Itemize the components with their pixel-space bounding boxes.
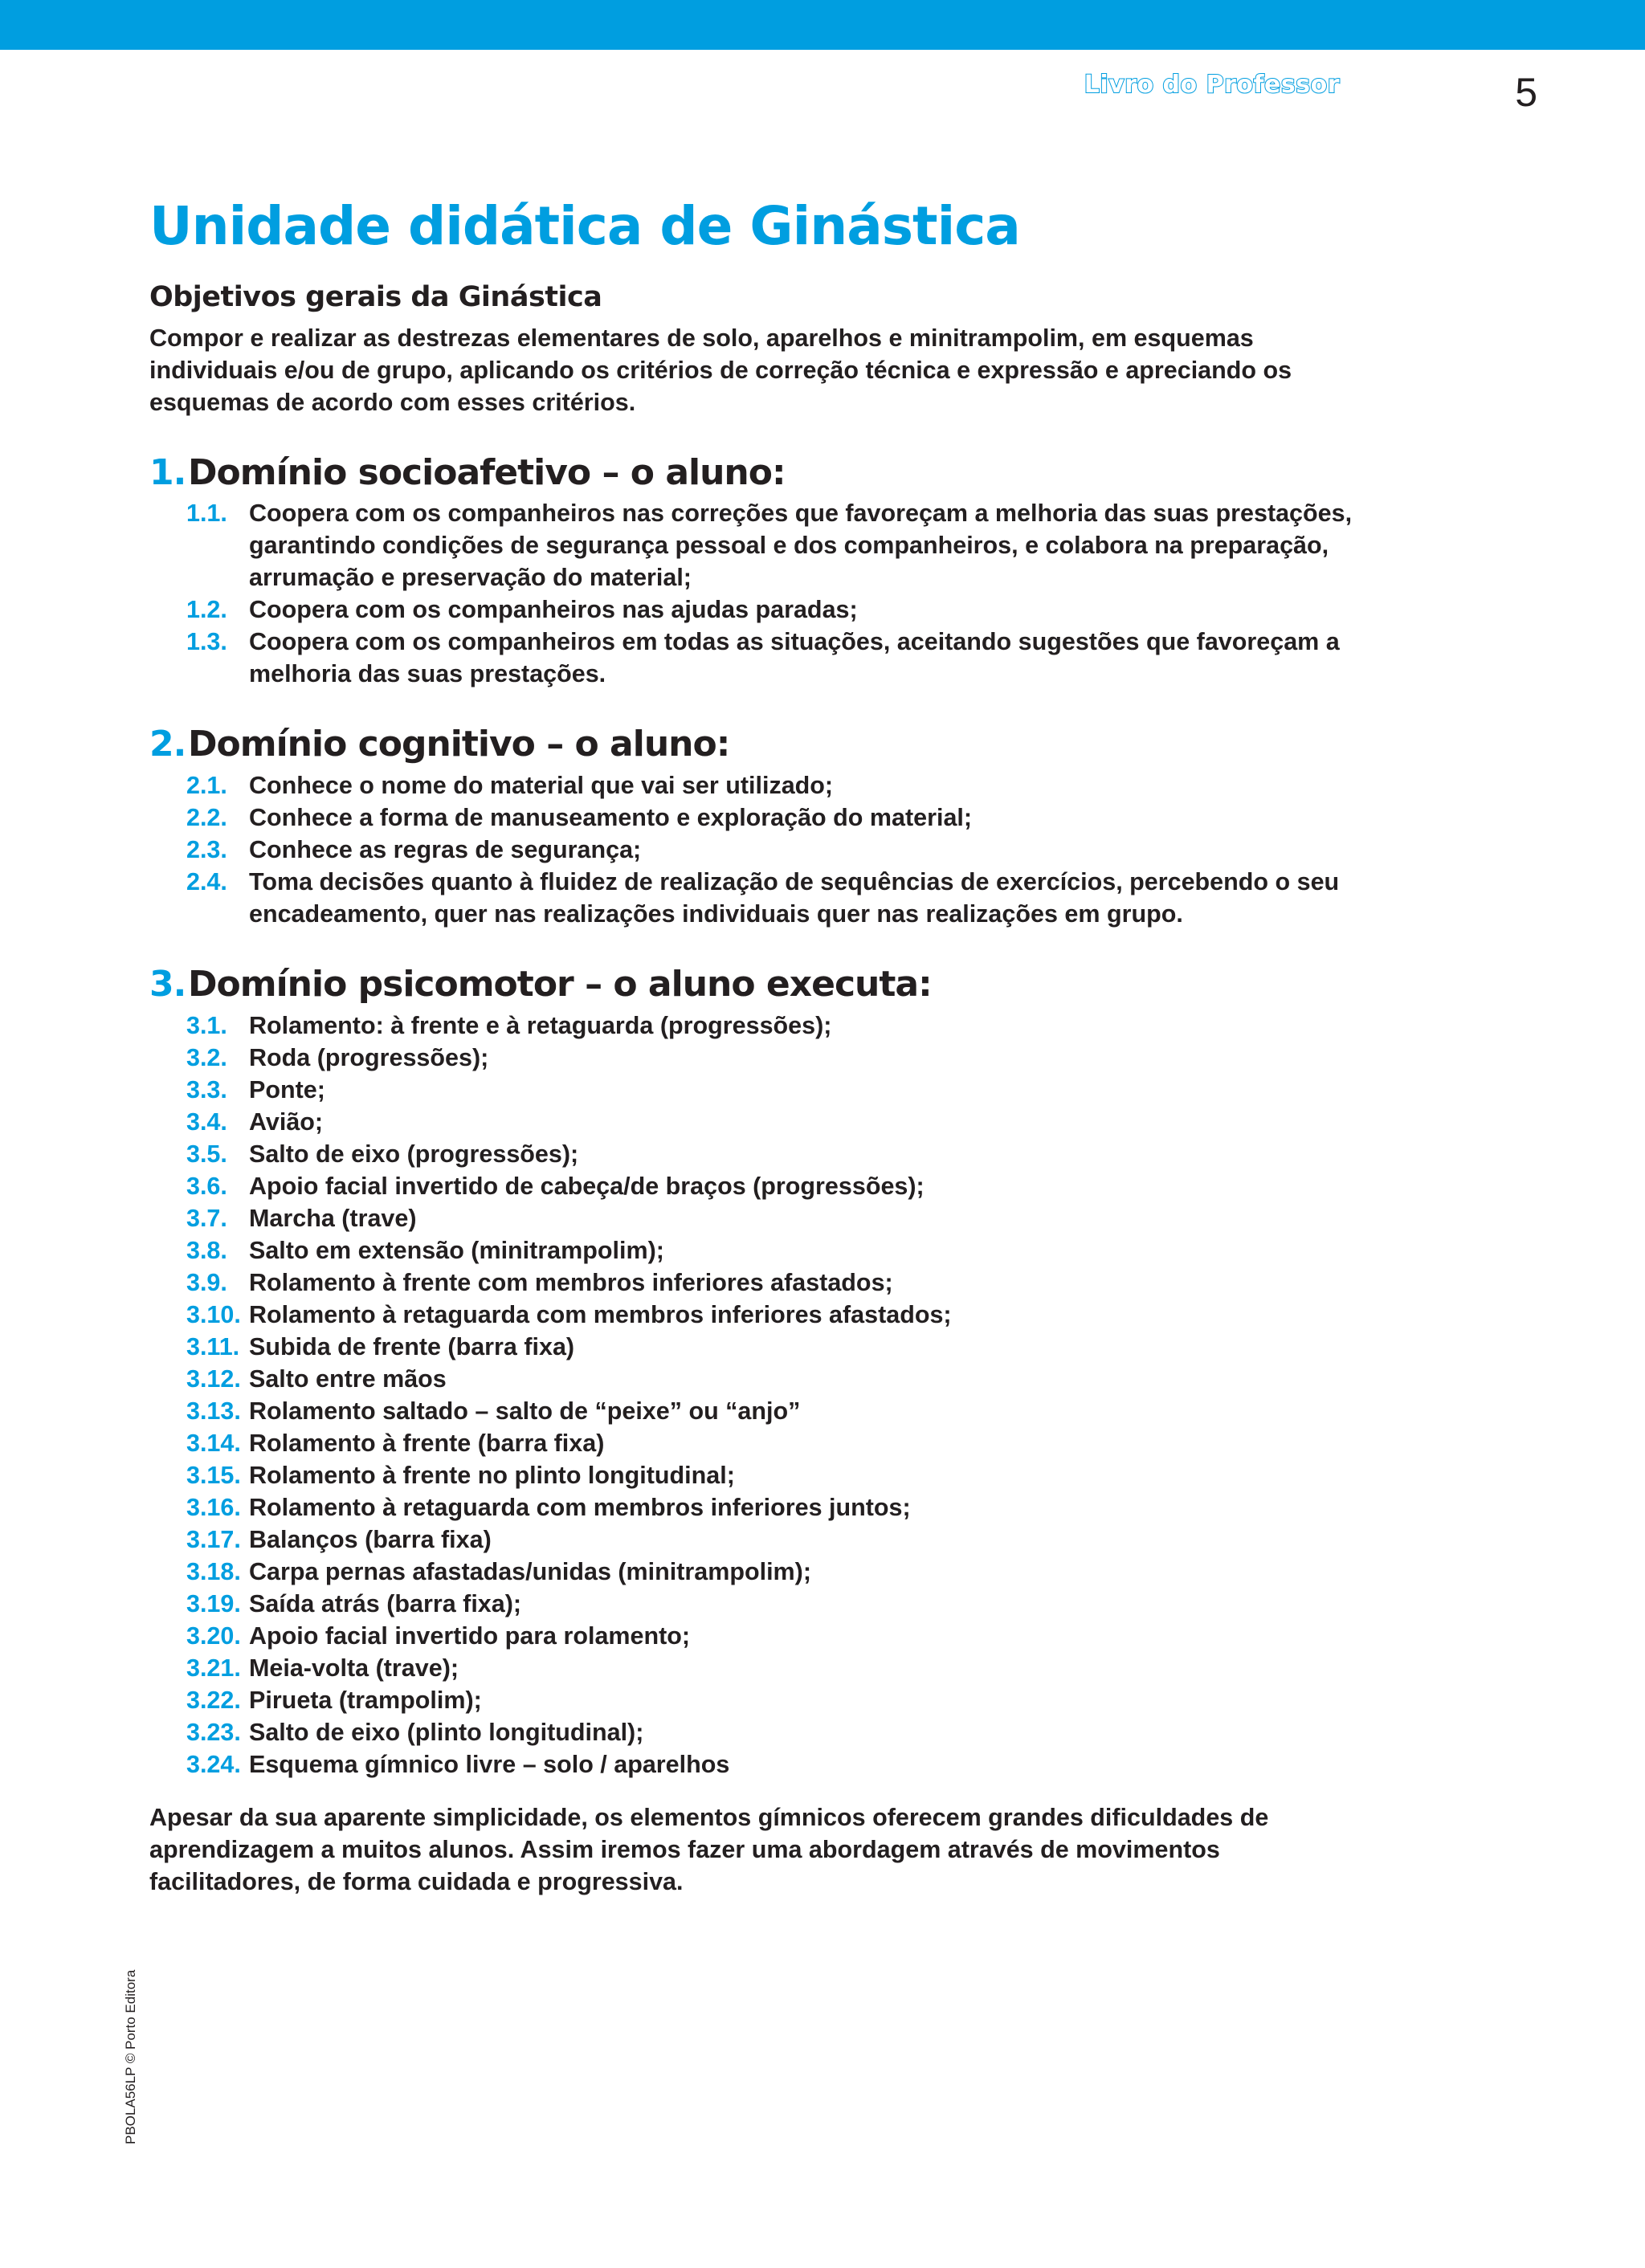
item-text: Marcha (trave) bbox=[249, 1204, 417, 1232]
item-text: Esquema gímnico livre – solo / aparelhos bbox=[249, 1750, 730, 1778]
item-text: Rolamento à frente (barra fixa) bbox=[249, 1429, 605, 1457]
list-item bbox=[186, 1556, 1370, 1588]
item-number: 1.2. bbox=[186, 596, 227, 624]
item-number: 2.4. bbox=[186, 868, 227, 896]
item-number: 3.4. bbox=[186, 1107, 227, 1136]
item-number: 3.6. bbox=[186, 1172, 227, 1200]
list-item bbox=[186, 1363, 1370, 1395]
item-text: Conhece as regras de segurança; bbox=[249, 836, 642, 864]
item-number: 3.2. bbox=[186, 1043, 227, 1071]
list-item bbox=[186, 1748, 1370, 1781]
page-title: Unidade didática de Ginástica bbox=[149, 195, 1020, 257]
list-item bbox=[186, 1716, 1370, 1748]
section-heading bbox=[149, 452, 1370, 495]
item-text: Conhece o nome do material que vai ser utilizado; bbox=[249, 772, 834, 800]
item-text: Pirueta (trampolim); bbox=[249, 1686, 482, 1714]
page-content bbox=[149, 195, 1370, 1898]
list-item bbox=[186, 1234, 1370, 1267]
list-item bbox=[186, 1106, 1370, 1138]
list-item bbox=[186, 1620, 1370, 1652]
item-text: Carpa pernas afastadas/unidas (minitrampolim); bbox=[249, 1557, 811, 1585]
general-objectives-heading: Objetivos gerais da Ginástica bbox=[149, 280, 602, 313]
section-heading bbox=[149, 724, 1370, 766]
list-item bbox=[186, 769, 1370, 802]
list-item bbox=[186, 1170, 1370, 1202]
list-item bbox=[186, 1010, 1370, 1042]
objective-list bbox=[149, 497, 1370, 690]
list-item bbox=[186, 1331, 1370, 1363]
list-item bbox=[186, 1684, 1370, 1716]
list-item bbox=[186, 1427, 1370, 1459]
section-title: Domínio psicomotor – o aluno executa: bbox=[188, 964, 932, 1006]
list-item bbox=[186, 802, 1370, 834]
list-item bbox=[186, 866, 1370, 930]
item-number: 3.21. bbox=[186, 1654, 241, 1682]
list-item bbox=[186, 1459, 1370, 1491]
item-number: 3.5. bbox=[186, 1140, 227, 1168]
section-number: 3. bbox=[149, 964, 186, 1006]
item-number: 3.14. bbox=[186, 1429, 241, 1457]
item-text: Coopera com os companheiros em todas as situações, aceitando sugestões que favoreçam a melhoria das suas prestações. bbox=[249, 628, 1340, 688]
list-item bbox=[186, 1138, 1370, 1170]
list-item bbox=[186, 1299, 1370, 1331]
list-item bbox=[186, 594, 1370, 626]
item-number: 2.1. bbox=[186, 772, 227, 800]
item-text: Rolamento à retaguarda com membros inferiores afastados; bbox=[249, 1300, 952, 1328]
page-number: 5 bbox=[1515, 70, 1537, 115]
list-item bbox=[186, 1652, 1370, 1684]
list-item bbox=[186, 1267, 1370, 1299]
section-number: 1. bbox=[149, 451, 186, 493]
section-title: Domínio cognitivo – o aluno: bbox=[188, 724, 730, 765]
list-item bbox=[186, 1074, 1370, 1106]
item-text: Toma decisões quanto à fluidez de realização de sequências de exercícios, percebendo o seu encadeamento, quer nas realizações individuais quer nas realizações em grupo. bbox=[249, 868, 1340, 928]
objective-list bbox=[149, 769, 1370, 930]
item-number: 3.3. bbox=[186, 1075, 227, 1103]
section-number: 2. bbox=[149, 724, 186, 765]
item-number: 3.22. bbox=[186, 1686, 241, 1714]
item-text: Subida de frente (barra fixa) bbox=[249, 1332, 575, 1360]
item-text: Salto entre mãos bbox=[249, 1364, 447, 1393]
item-text: Salto de eixo (progressões); bbox=[249, 1140, 579, 1168]
item-text: Coopera com os companheiros nas correções que favoreçam a melhoria das suas prestações, garantindo condições de segurança pessoal e dos companheiros, e colabora na preparação, arrumação e preservação do material; bbox=[249, 500, 1353, 592]
list-item bbox=[186, 1588, 1370, 1620]
item-number: 3.11. bbox=[186, 1332, 240, 1360]
item-number: 3.12. bbox=[186, 1364, 241, 1393]
item-text: Saída atrás (barra fixa); bbox=[249, 1589, 522, 1617]
item-number: 3.19. bbox=[186, 1589, 241, 1617]
running-head: Livro do Professor bbox=[1084, 71, 1340, 99]
item-number: 2.2. bbox=[186, 804, 227, 832]
item-text: Rolamento à retaguarda com membros inferiores juntos; bbox=[249, 1493, 911, 1521]
item-number: 1.1. bbox=[186, 500, 227, 528]
section-psicomotor bbox=[149, 964, 1370, 1781]
item-text: Salto de eixo (plinto longitudinal); bbox=[249, 1718, 644, 1746]
list-item bbox=[186, 834, 1370, 866]
list-item bbox=[186, 1202, 1370, 1234]
item-number: 3.1. bbox=[186, 1011, 227, 1039]
item-number: 3.16. bbox=[186, 1493, 241, 1521]
item-number: 3.24. bbox=[186, 1750, 241, 1778]
side-credit: PBOLA56LP © Porto Editora bbox=[123, 1969, 138, 2144]
list-item bbox=[186, 1524, 1370, 1556]
list-item bbox=[186, 497, 1370, 594]
item-number: 3.10. bbox=[186, 1300, 241, 1328]
item-text: Avião; bbox=[249, 1107, 324, 1136]
item-text: Ponte; bbox=[249, 1075, 325, 1103]
closing-paragraph: Apesar da sua aparente simplicidade, os elementos gímnicos oferecem grandes dificuldades de aprendizagem a muitos alunos. Assim iremos fazer uma abordagem através de movimentos facilitadores, de forma cuidada e progressiva. bbox=[149, 1803, 1269, 1895]
list-item bbox=[186, 626, 1370, 690]
item-text: Conhece a forma de manuseamento e exploração do material; bbox=[249, 804, 973, 832]
section-title: Domínio socioafetivo – o aluno: bbox=[188, 451, 786, 493]
item-text: Apoio facial invertido de cabeça/de braços (progressões); bbox=[249, 1172, 925, 1200]
item-text: Roda (progressões); bbox=[249, 1043, 489, 1071]
item-number: 3.8. bbox=[186, 1236, 227, 1264]
item-number: 3.17. bbox=[186, 1525, 241, 1553]
item-number: 3.20. bbox=[186, 1621, 241, 1650]
item-text: Rolamento à frente no plinto longitudinal; bbox=[249, 1461, 735, 1489]
list-item bbox=[186, 1395, 1370, 1427]
item-text: Rolamento saltado – salto de “peixe” ou “anjo” bbox=[249, 1397, 801, 1425]
item-text: Rolamento: à frente e à retaguarda (progressões); bbox=[249, 1011, 832, 1039]
item-number: 3.23. bbox=[186, 1718, 241, 1746]
item-text: Balanços (barra fixa) bbox=[249, 1525, 492, 1553]
item-number: 3.15. bbox=[186, 1461, 241, 1489]
item-number: 2.3. bbox=[186, 836, 227, 864]
general-objectives bbox=[149, 280, 1370, 418]
item-text: Coopera com os companheiros nas ajudas paradas; bbox=[249, 596, 858, 624]
item-number: 3.18. bbox=[186, 1557, 241, 1585]
header-band bbox=[0, 0, 1645, 50]
section-cognitivo bbox=[149, 724, 1370, 930]
item-number: 3.9. bbox=[186, 1268, 227, 1296]
item-number: 3.13. bbox=[186, 1397, 241, 1425]
list-item bbox=[186, 1042, 1370, 1074]
item-text: Rolamento à frente com membros inferiores afastados; bbox=[249, 1268, 893, 1296]
item-number: 3.7. bbox=[186, 1204, 227, 1232]
general-objectives-text: Compor e realizar as destrezas elementares de solo, aparelhos e minitrampolim, em esquemas individuais e/ou de grupo, aplicando os critérios de correção técnica e expressão e apreciando os esquemas de acordo com esses critérios. bbox=[149, 324, 1292, 416]
section-heading bbox=[149, 964, 1370, 1006]
list-item bbox=[186, 1491, 1370, 1524]
section-socioafetivo bbox=[149, 452, 1370, 691]
item-text: Meia-volta (trave); bbox=[249, 1654, 459, 1682]
item-text: Apoio facial invertido para rolamento; bbox=[249, 1621, 691, 1650]
objective-list bbox=[149, 1010, 1370, 1781]
item-number: 1.3. bbox=[186, 628, 227, 656]
item-text: Salto em extensão (minitrampolim); bbox=[249, 1236, 664, 1264]
